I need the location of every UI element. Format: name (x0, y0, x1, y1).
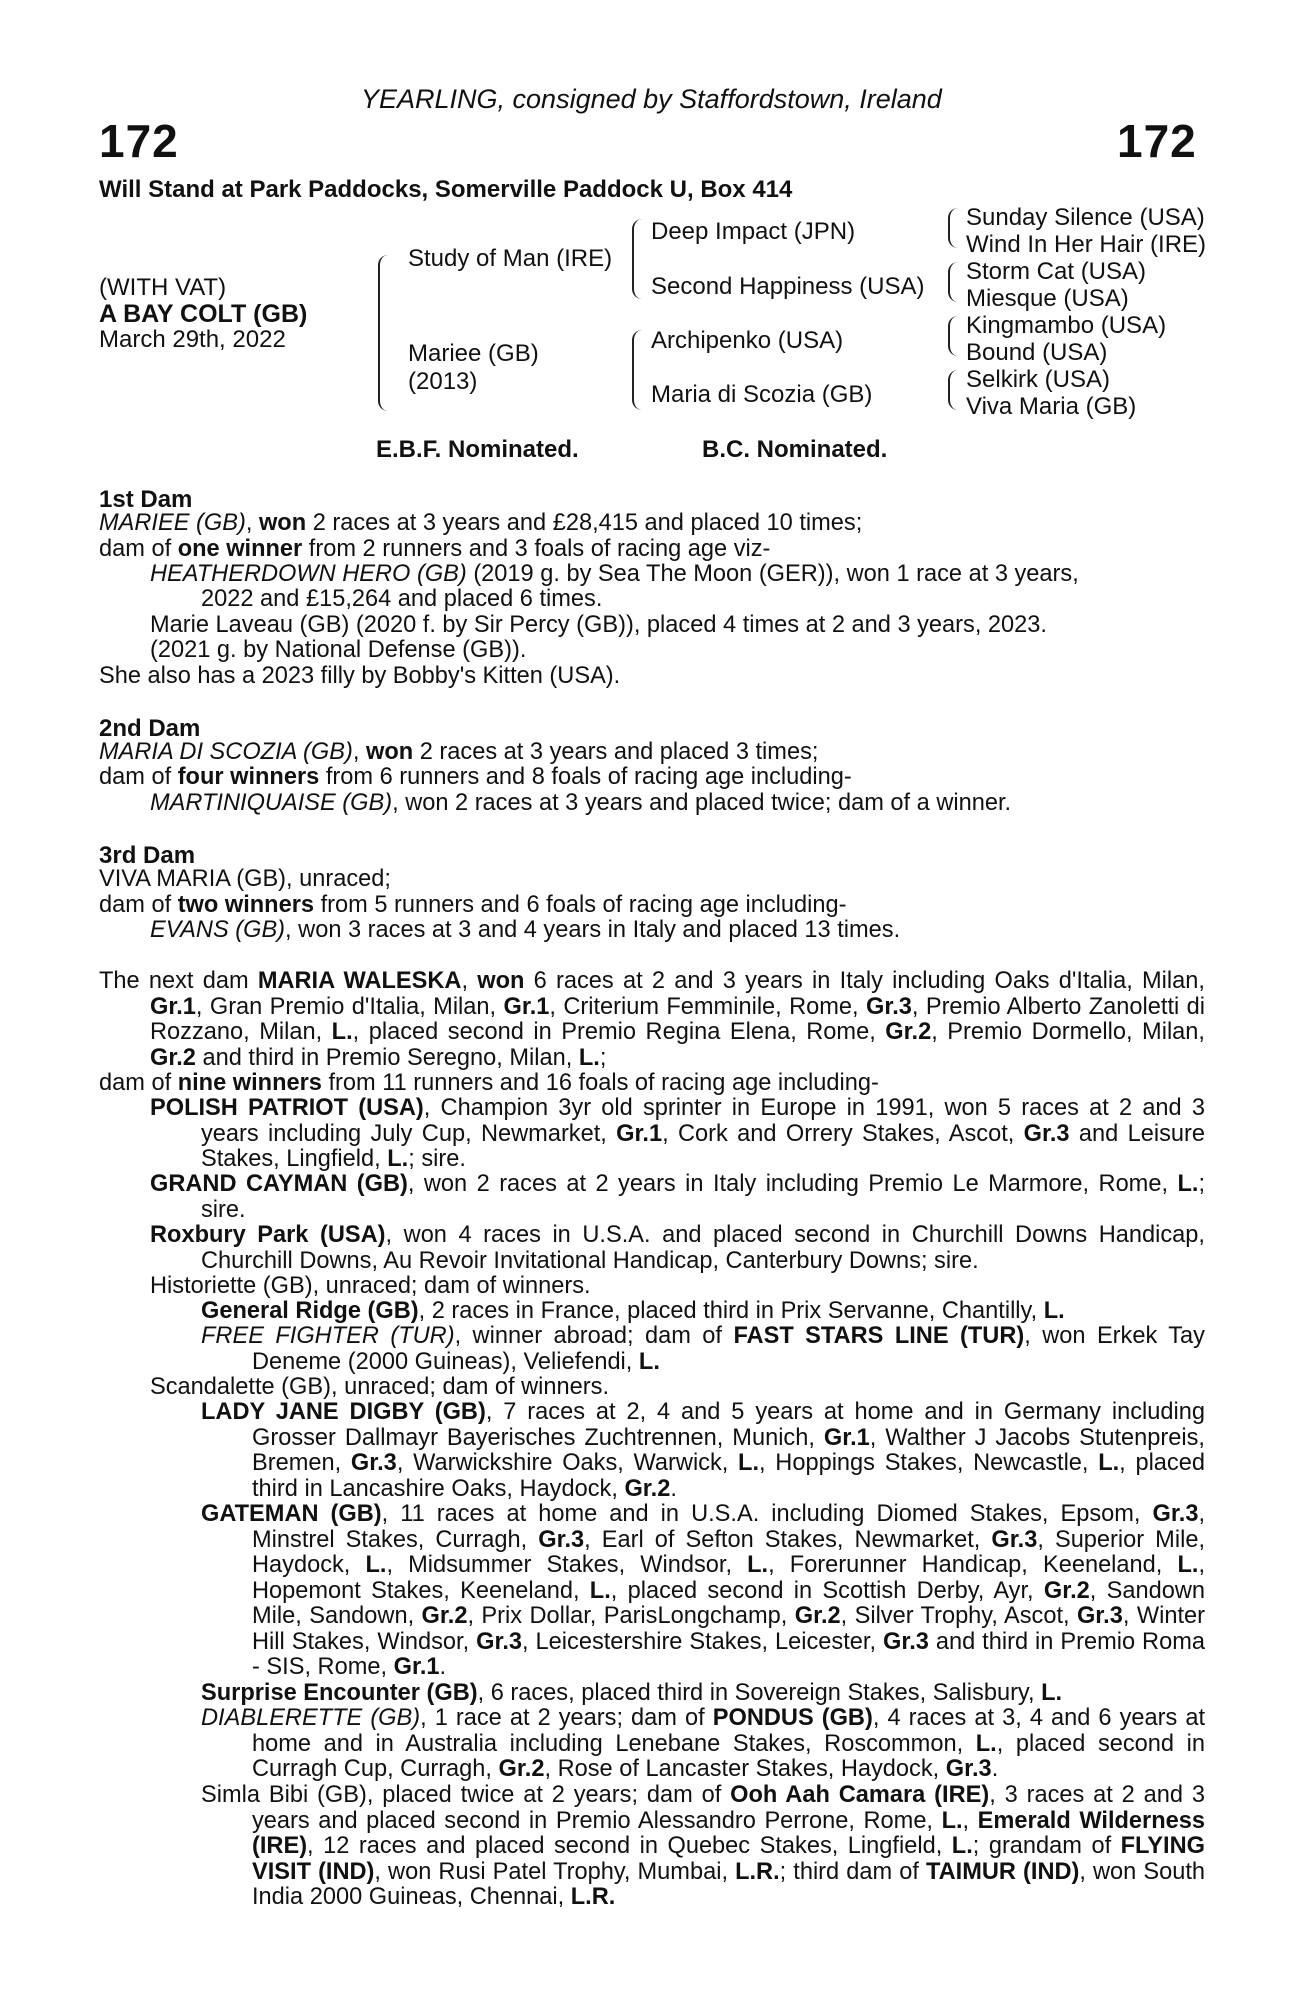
lot-number-right: 172 (1117, 115, 1197, 167)
roxbury-park-entry: Roxbury Park (USA), won 4 races in U.S.A. and placed second in Churchill Downs Handicap, Churchill Downs, Au Revoir Invitational Handicap, Canterbury Downs; sire. (150, 1222, 1205, 1274)
pedigree-brace-dam (632, 330, 642, 410)
consignor-line: YEARLING, consigned by Staffordstown, Ireland (361, 84, 942, 114)
surprise-encounter-line: Surprise Encounter (GB), 6 races, placed third in Sovereign Stakes, Salisbury, L. (201, 1680, 1063, 1706)
ggp-7: Selkirk (USA) (966, 366, 1111, 393)
first-dam-line-1: MARIEE (GB), won 2 races at 3 years and £28,415 and placed 10 times; (99, 510, 863, 536)
ggp-8: Viva Maria (GB) (966, 393, 1137, 420)
first-dam-line-7: She also has a 2023 filly by Bobby's Kitten (USA). (99, 663, 621, 689)
first-dam-line-5: Marie Laveau (GB) (2020 f. by Sir Percy (GB)), placed 4 times at 2 and 3 years, 2023. (150, 612, 1047, 638)
first-dam-line-2: dam of one winner from 2 runners and 3 foals of racing age viz- (99, 536, 771, 562)
second-dam-line-1: MARIA DI SCOZIA (GB), won 2 races at 3 years and placed 3 times; (99, 739, 819, 765)
vat-note: (WITH VAT) (99, 274, 227, 301)
second-dam-heading: 2nd Dam (99, 715, 201, 742)
third-dam-line-2: dam of two winners from 5 runners and 6 foals of racing age including- (99, 892, 847, 918)
ggp-2: Wind In Her Hair (IRE) (966, 231, 1207, 258)
first-dam-line-6: (2021 g. by National Defense (GB)). (150, 637, 527, 663)
horse-name: A BAY COLT (GB) (99, 300, 308, 328)
nine-winners-line: dam of nine winners from 11 runners and 16 foals of racing age including- (99, 1070, 879, 1096)
bc-nominated: B.C. Nominated. (702, 436, 888, 463)
free-fighter-entry: FREE FIGHTER (TUR), winner abroad; dam of FAST STARS LINE (TUR), won Erkek Tay Deneme (2000 Guineas), Veliefendi, L. (201, 1323, 1205, 1375)
pedigree-brace-gg3 (948, 316, 958, 356)
pedigree-brace-gg2 (948, 262, 958, 302)
simla-bibi-entry: Simla Bibi (GB), placed twice at 2 years; dam of Ooh Aah Camara (IRE), 3 races at 2 and 3 years and placed second in Premio Alessandro Perrone, Rome, L., Emerald Wilderness (IRE), 12 races and placed second in Quebec Stakes, Lingfield, L.; grandam of FLYING VISIT (IND), won Rusi Patel Trophy, Mumbai, L.R.; third dam of TAIMUR (IND), won South India 2000 Guineas, Chennai, L.R. (201, 1782, 1206, 1910)
dam-year: (2013) (408, 368, 478, 395)
dam-name: Mariee (GB) (408, 340, 539, 367)
first-dam-heading: 1st Dam (99, 486, 193, 513)
pedigree-brace-sire (632, 219, 642, 299)
sire-name: Study of Man (IRE) (408, 245, 613, 272)
lot-number-left: 172 (99, 115, 179, 167)
third-dam-line-1: VIVA MARIA (GB), unraced; (99, 866, 391, 892)
next-dam-paragraph: The next dam MARIA WALESKA, won 6 races at 2 and 3 years in Italy including Oaks d'Italia, Milan, Gr.1, Gran Premio d'Italia, Milan, Gr.1, Criterium Femminile, Rome, Gr.3, Premio Alberto Zanoletti di Rozzano, Milan, L., placed second in Premio Regina Elena, Rome, Gr.2, Premio Dormello, Milan, Gr.2 and third in Premio Seregno, Milan, L.; (99, 968, 1205, 1071)
sire-dam: Second Happiness (USA) (651, 273, 925, 300)
ggp-5: Kingmambo (USA) (966, 312, 1167, 339)
first-dam-line-4: 2022 and £15,264 and placed 6 times. (201, 586, 603, 612)
gateman-entry: GATEMAN (GB), 11 races at home and in U.S.A. including Diomed Stakes, Epsom, Gr.3, Minstrel Stakes, Curragh, Gr.3, Earl of Sefton Stakes, Newmarket, Gr.3, Superior Mile, Haydock, L., Midsummer Stakes, Windsor, L., Forerunner Handicap, Keeneland, L., Hopemont Stakes, Keeneland, L., placed second in Scottish Derby, Ayr, Gr.2, Sandown Mile, Sandown, Gr.2, Prix Dollar, ParisLongchamp, Gr.2, Silver Trophy, Ascot, Gr.3, Winter Hill Stakes, Windsor, Gr.3, Leicestershire Stakes, Leicester, Gr.3 and third in Premio Roma - SIS, Rome, Gr.1. (201, 1501, 1206, 1680)
first-dam-line-3: HEATHERDOWN HERO (GB) (2019 g. by Sea The Moon (GER)), won 1 race at 3 years, (150, 561, 1079, 587)
pedigree-brace-gg1 (948, 208, 958, 248)
diablerette-entry: DIABLERETTE (GB), 1 race at 2 years; dam of PONDUS (GB), 4 races at 3, 4 and 6 years at home and in Australia including Lenebane Stakes, Roscommon, L., placed second in Curragh Cup, Curragh, Gr.2, Rose of Lancaster Stakes, Haydock, Gr.3. (201, 1705, 1206, 1782)
sire-sire: Deep Impact (JPN) (651, 218, 856, 245)
lady-jane-digby-entry: LADY JANE DIGBY (GB), 7 races at 2, 4 and 5 years at home and in Germany including Grosser Dallmayr Bayerisches Zuchtrennen, Munich, Gr.1, Walther J Jacobs Stutenpreis, Bremen, Gr.3, Warwickshire Oaks, Warwick, L., Hoppings Stakes, Newcastle, L., placed third in Lancashire Oaks, Haydock, Gr.2. (201, 1399, 1205, 1502)
general-ridge-line: General Ridge (GB), 2 races in France, placed third in Prix Servanne, Chantilly, L. (201, 1298, 1065, 1324)
scandalette-line: Scandalette (GB), unraced; dam of winners. (150, 1374, 609, 1400)
second-dam-line-2: dam of four winners from 6 runners and 8 foals of racing age including- (99, 764, 852, 790)
ebf-nominated: E.B.F. Nominated. (376, 436, 579, 463)
foaling-date: March 29th, 2022 (99, 326, 286, 353)
second-dam-line-3: MARTINIQUAISE (GB), won 2 races at 3 years and placed twice; dam of a winner. (150, 790, 1012, 816)
ggp-1: Sunday Silence (USA) (966, 204, 1205, 231)
historiette-line: Historiette (GB), unraced; dam of winners. (150, 1273, 591, 1299)
grand-cayman-entry: GRAND CAYMAN (GB), won 2 races at 2 years in Italy including Premio Le Marmore, Rome, L.; sire. (150, 1171, 1205, 1223)
pedigree-brace-main (378, 255, 390, 411)
third-dam-line-3: EVANS (GB), won 3 races at 3 and 4 years in Italy and placed 13 times. (150, 917, 901, 943)
stand-line: Will Stand at Park Paddocks, Somerville Paddock U, Box 414 (99, 176, 793, 203)
dam-sire: Archipenko (USA) (651, 327, 844, 354)
pedigree-brace-gg4 (948, 370, 958, 410)
dam-dam: Maria di Scozia (GB) (651, 381, 873, 408)
ggp-4: Miesque (USA) (966, 285, 1129, 312)
third-dam-heading: 3rd Dam (99, 842, 196, 869)
ggp-3: Storm Cat (USA) (966, 258, 1147, 285)
ggp-6: Bound (USA) (966, 339, 1108, 366)
polish-patriot-entry: POLISH PATRIOT (USA), Champion 3yr old sprinter in Europe in 1991, won 5 races at 2 and 3 years including July Cup, Newmarket, Gr.1, Cork and Orrery Stakes, Ascot, Gr.3 and Leisure Stakes, Lingfield, L.; sire. (150, 1095, 1205, 1172)
